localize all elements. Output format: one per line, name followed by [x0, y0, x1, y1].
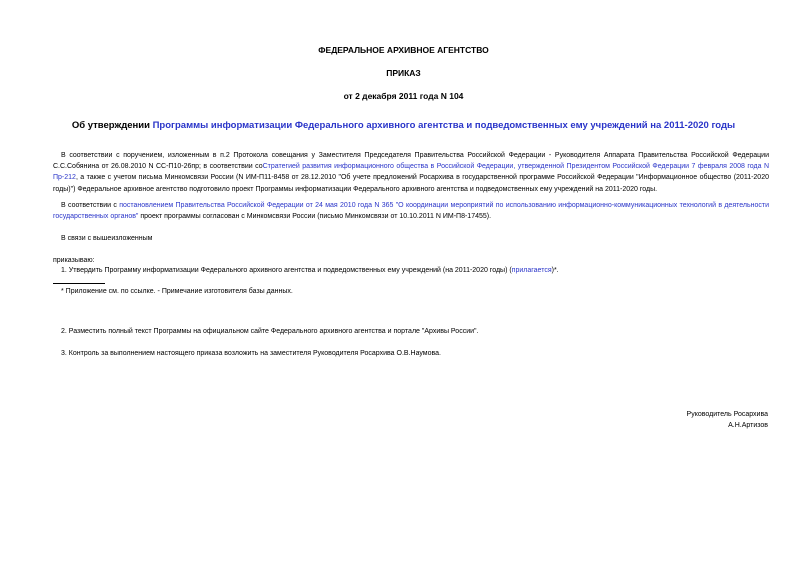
paragraph-2	[53, 200, 769, 222]
footnote: * Приложение см. по ссылке. - Примечание изготовителя базы данных.	[61, 288, 293, 295]
title-prefix: Об утверждении	[71, 120, 153, 131]
attachment-link[interactable]: прилагается	[511, 267, 552, 274]
item-2: 2. Разместить полный текст Программы на официальном сайте Федерального архивного агентства и портале "Архивы России".	[61, 328, 479, 335]
order-word: приказываю:	[53, 257, 95, 264]
signatory-name: А.Н.Артизов	[728, 422, 768, 429]
paragraph-1	[53, 150, 769, 195]
date-number-heading: от 2 декабря 2011 года N 104	[343, 91, 464, 101]
paragraph-1-text-b: , а также с учетом письма Минкомсвязи России (N ИМ-П11-8458 от 28.12.2010 "Об учете предложений Росархива в государственной программе Российской Федерации "Информационное общество (2011-2020 годы)") Федеральное архивное агентство подготовило проект Программы информатизации Федерального архивного агентства и подведомственных ему учреждений на 2011-2020 годы.	[53, 174, 769, 193]
paragraph-3: В связи с вышеизложенным	[61, 235, 153, 242]
paragraph-2-text-b: проект программы согласован с Минкомсвязи России (письмо Минкомсвязи от 10.10.2011 N ИМ-П8-17455).	[138, 213, 492, 221]
item-1-text-b: )*.	[551, 267, 559, 274]
paragraph-2-text-a: В соответствии с	[61, 202, 120, 209]
paragraph-1-text-a: В соответствии с поручением, изложенным в п.2 Протокола совещания у Заместителя Председателя Правительства Российской Федерации - Руководителя Аппарата Правительства Российской Федерации С.С.Собянина от 26.08.2010 N СС-П10-26пр; в соответствии со	[53, 152, 769, 171]
footnote-divider	[53, 283, 105, 284]
doc-type-heading: ПРИКАЗ	[386, 68, 421, 78]
document-title	[0, 120, 807, 131]
agency-heading: ФЕДЕРАЛЬНОЕ АРХИВНОЕ АГЕНТСТВО	[318, 45, 489, 55]
strategy-link[interactable]: Стратегией развития информационного общества в Российской Федерации, утвержденной Президентом Российской Федерации 7 февраля 2008 года N Пр-212	[53, 163, 769, 182]
signatory-position: Руководитель Росархива	[686, 411, 768, 418]
item-1-text-a: 1. Утвердить Программу информатизации Федерального архивного агентства и подведомственных ему учреждений (на 2011-2020 годы) (	[61, 267, 512, 274]
resolution-link[interactable]: постановлением Правительства Российской Федерации от 24 мая 2010 года N 365 "О координации мероприятий по использованию информационно-коммуникационных технологий в деятельности государственных органов"	[53, 202, 770, 221]
title-program-link[interactable]: Программы информатизации Федерального архивного агентства и подведомственных ему учреждений на 2011-2020 годы	[152, 120, 736, 131]
item-3: 3. Контроль за выполнением настоящего приказа возложить на заместителя Руководителя Росархива О.В.Наумова.	[61, 350, 441, 357]
item-1	[53, 265, 769, 276]
